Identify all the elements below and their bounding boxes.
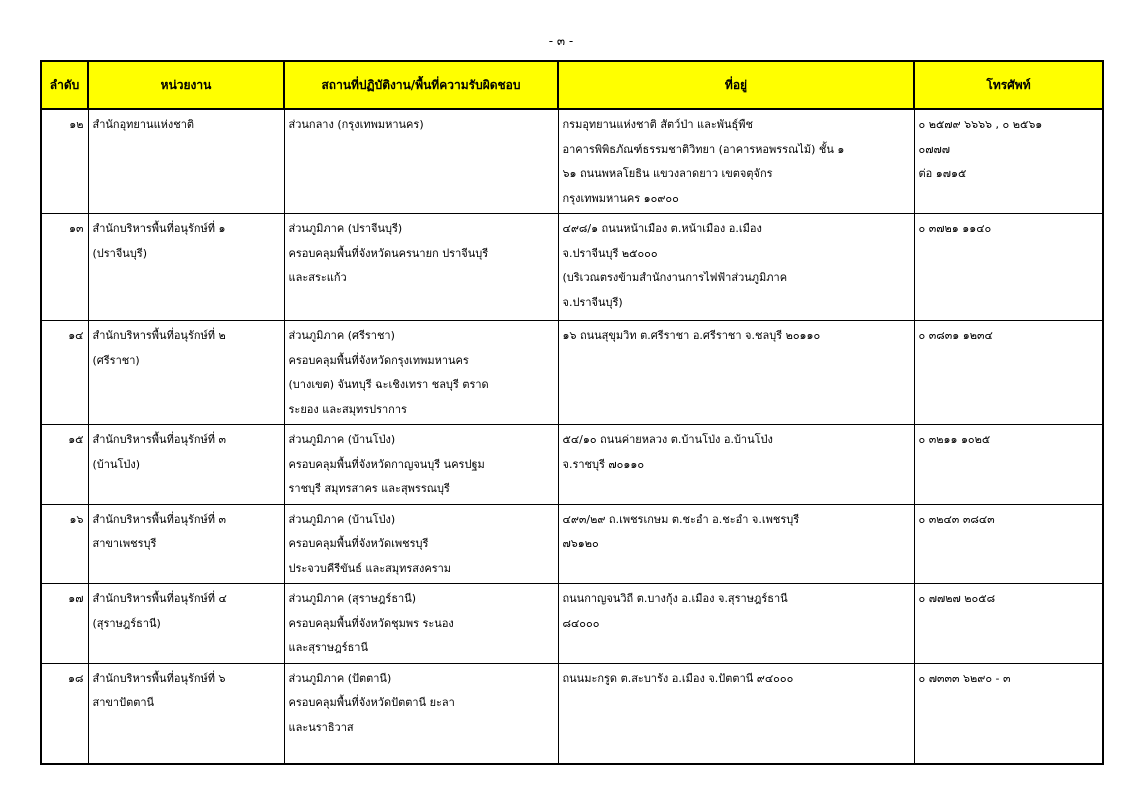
row-number: ๑๘ xyxy=(68,671,84,685)
address-line: กรุงเทพมหานคร ๑๐๙๐๐ xyxy=(562,191,679,205)
phone-line: ๐ ๗๓๓๓ ๖๒๙๐ - ๓ xyxy=(918,671,1011,685)
area-line: ครอบคลุมพื้นที่จังหวัดเพชรบุรี xyxy=(288,537,429,550)
address-line: ๖๑ ถนนพหลโยธิน แขวงลาดยาว เขตจตุจักร xyxy=(562,167,773,180)
area-line: ราชบุรี สมุทรสาคร และสุพรรณบุรี xyxy=(288,482,450,495)
cell-no xyxy=(41,425,88,505)
cell-unit xyxy=(88,663,284,764)
area-line: ส่วนกลาง (กรุงเทพมหานคร) xyxy=(288,118,424,131)
address-line: ๔๙๘/๑ ถนนหน้าเมือง ต.หน้าเมือง อ.เมือง xyxy=(562,222,762,235)
unit-line: สำนักบริหารพื้นที่อนุรักษ์ที่ ๓ xyxy=(92,512,227,526)
unit-line: สำนักบริหารพื้นที่อนุรักษ์ที่ ๔ xyxy=(92,592,227,605)
cell-no xyxy=(41,663,88,764)
cell-address xyxy=(558,663,914,764)
area-line: ส่วนภูมิภาค (บ้านโป่ง) xyxy=(288,433,396,446)
area-line: ส่วนภูมิภาค (บ้านโป่ง) xyxy=(288,512,396,526)
table-row xyxy=(41,584,1103,664)
cell-no xyxy=(41,109,88,214)
address-line: ๑๖ ถนนสุขุมวิท ต.ศรีราชา อ.ศรีราชา จ.ชลบุรี ๒๐๑๑๐ xyxy=(562,329,821,342)
cell-phone xyxy=(914,321,1103,425)
table-row xyxy=(41,321,1103,425)
area-line: ระยอง และสมุทรปราการ xyxy=(288,402,407,416)
phone-line: ๐ ๓๘๓๑ ๑๒๓๔ xyxy=(918,329,993,342)
phone-line: ๐ ๓๒๑๑ ๑๐๒๕ xyxy=(918,433,991,446)
cell-unit xyxy=(88,584,284,664)
area-line: และสุราษฎร์ธานี xyxy=(288,641,368,654)
address-line: จ.ราชบุรี ๗๐๑๑๐ xyxy=(562,457,645,471)
header-phone: โทรศัพท์ xyxy=(914,61,1103,109)
address-line: อาคารพิพิธภัณฑ์ธรรมชาติวิทยา (อาคารหอพรรณไม้) ชั้น ๑ xyxy=(562,142,845,156)
phone-line: ๐ ๓๗๒๑ ๑๑๔๐ xyxy=(918,222,992,235)
area-line: ครอบคลุมพื้นที่จังหวัดกรุงเทพมหานคร xyxy=(288,353,469,367)
address-line: ถนนมะกรูด ต.สะบารัง อ.เมือง จ.ปัตตานี ๙๔๐๐๐ xyxy=(562,671,794,685)
cell-unit xyxy=(88,109,284,214)
cell-no xyxy=(41,584,88,664)
table-row xyxy=(41,663,1103,764)
unit-line: สาขาปัตตานี xyxy=(92,696,155,709)
cell-area xyxy=(284,109,558,214)
cell-address xyxy=(558,425,914,505)
address-line: ๗๖๑๒๐ xyxy=(562,537,599,550)
address-line: จ.ปราจีนบุรี ๒๕๐๐๐ xyxy=(562,246,658,260)
cell-area xyxy=(284,663,558,764)
unit-line: สำนักบริหารพื้นที่อนุรักษ์ที่ ๑ xyxy=(92,222,226,235)
cell-phone xyxy=(914,584,1103,664)
area-line: ส่วนภูมิภาค (ศรีราชา) xyxy=(288,329,395,342)
row-number: ๑๓ xyxy=(68,222,84,235)
table-row xyxy=(41,214,1103,321)
cell-unit xyxy=(88,214,284,321)
area-line: (บางเขต) จันทบุรี ฉะเชิงเทรา ชลบุรี ตราด xyxy=(288,378,489,391)
cell-phone xyxy=(914,663,1103,764)
cell-address xyxy=(558,504,914,584)
cell-area xyxy=(284,321,558,425)
phone-line: ๐ ๗๗๒๗ ๒๐๕๘ xyxy=(918,592,996,605)
unit-line: สำนักบริหารพื้นที่อนุรักษ์ที่ ๖ xyxy=(92,671,226,685)
cell-no xyxy=(41,321,88,425)
cell-area xyxy=(284,214,558,321)
page-number: - ๓ - xyxy=(548,34,574,48)
unit-line: สำนักอุทยานแห่งชาติ xyxy=(92,118,195,131)
address-line: ๔๙๓/๒๙ ถ.เพชรเกษม ต.ชะอำ อ.ชะอำ จ.เพชรบุรี xyxy=(562,512,800,526)
address-line: ๘๔๐๐๐ xyxy=(562,616,600,630)
cell-phone xyxy=(914,109,1103,214)
area-line: และสระแก้ว xyxy=(288,271,347,284)
area-line: ครอบคลุมพื้นที่จังหวัดปัตตานี ยะลา xyxy=(288,696,455,709)
area-line: ส่วนภูมิภาค (ปราจีนบุรี) xyxy=(288,222,403,235)
cell-address xyxy=(558,321,914,425)
area-line: ประจวบคีรีขันธ์ และสมุทรสงคราม xyxy=(288,561,452,575)
cell-address xyxy=(558,214,914,321)
unit-line: (ปราจีนบุรี) xyxy=(92,246,148,260)
row-number: ๑๔ xyxy=(68,329,84,342)
unit-line: (ศรีราชา) xyxy=(92,353,140,367)
row-number: ๑๒ xyxy=(69,118,84,131)
cell-no xyxy=(41,504,88,584)
header-unit: หน่วยงาน xyxy=(88,61,284,109)
unit-line: (บ้านโป่ง) xyxy=(92,457,141,471)
area-line: ส่วนภูมิภาค (ปัตตานี) xyxy=(288,671,392,685)
cell-address xyxy=(558,109,914,214)
table-row xyxy=(41,504,1103,584)
address-line: ถนนกาญจนวิถี ต.บางกุ้ง อ.เมือง จ.สุราษฎร์ธานี xyxy=(562,592,788,605)
area-line: ครอบคลุมพื้นที่จังหวัดนครนายก ปราจีนบุรี xyxy=(288,246,489,260)
row-number: ๑๗ xyxy=(68,592,84,605)
directory-table xyxy=(40,60,1104,765)
unit-line: สาขาเพชรบุรี xyxy=(92,537,157,550)
header-row xyxy=(41,61,1103,109)
header-no: ลำดับ xyxy=(41,61,88,109)
cell-no xyxy=(41,214,88,321)
cell-unit xyxy=(88,425,284,505)
header-address: ที่อยู่ xyxy=(558,61,914,109)
unit-line: สำนักบริหารพื้นที่อนุรักษ์ที่ ๒ xyxy=(92,329,226,342)
area-line: และนราธิวาส xyxy=(288,720,354,734)
address-line: กรมอุทยานแห่งชาติ สัตว์ป่า และพันธุ์พืช xyxy=(562,118,753,131)
phone-line: ๐ ๓๒๔๓ ๓๘๔๓ xyxy=(918,512,995,526)
address-line: ๕๔/๑๐ ถนนค่ายหลวง ต.บ้านโป่ง อ.บ้านโป่ง xyxy=(562,433,773,446)
unit-line: สำนักบริหารพื้นที่อนุรักษ์ที่ ๓ xyxy=(92,433,227,446)
phone-line: ต่อ ๑๗๑๕ xyxy=(918,167,967,180)
row-number: ๑๕ xyxy=(68,433,84,446)
cell-unit xyxy=(88,504,284,584)
row-number: ๑๖ xyxy=(69,512,84,526)
area-line: ส่วนภูมิภาค (สุราษฎร์ธานี) xyxy=(288,592,417,605)
cell-unit xyxy=(88,321,284,425)
area-line: ครอบคลุมพื้นที่จังหวัดชุมพร ระนอง xyxy=(288,616,454,630)
cell-area xyxy=(284,504,558,584)
unit-line: (สุราษฎร์ธานี) xyxy=(92,616,161,630)
table-row xyxy=(41,425,1103,505)
address-line: (บริเวณตรงข้ามสำนักงานการไฟฟ้าส่วนภูมิภาค xyxy=(562,271,788,284)
header-area: สถานที่ปฏิบัติงาน/พื้นที่ความรับผิดชอบ xyxy=(284,61,558,109)
table-row xyxy=(41,109,1103,214)
cell-phone xyxy=(914,504,1103,584)
phone-line: ๐๗๗๗ xyxy=(918,142,951,156)
phone-line: ๐ ๒๕๗๙ ๖๖๖๖ , ๐ ๒๕๖๑ xyxy=(918,118,1043,131)
address-line: จ.ปราจีนบุรี) xyxy=(562,295,623,309)
cell-area xyxy=(284,584,558,664)
cell-phone xyxy=(914,214,1103,321)
cell-phone xyxy=(914,425,1103,505)
area-line: ครอบคลุมพื้นที่จังหวัดกาญจนบุรี นครปฐม xyxy=(288,457,485,471)
cell-address xyxy=(558,584,914,664)
cell-area xyxy=(284,425,558,505)
